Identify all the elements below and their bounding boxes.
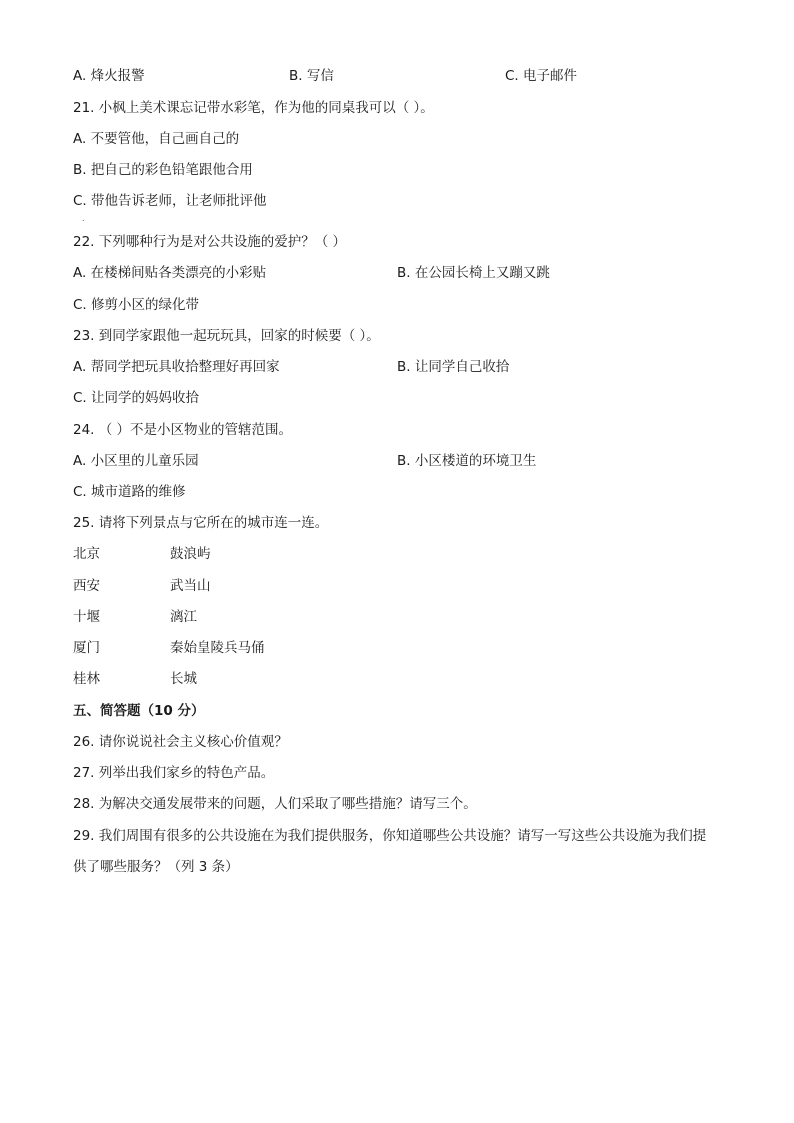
q20-option-a: A. 烽火报警	[73, 68, 145, 84]
q26-stem: 26. 请你说说社会主义核心价值观？	[73, 734, 288, 750]
q20-option-b: B. 写信	[289, 68, 334, 84]
q25-city: 厦门	[73, 640, 100, 656]
section-heading: 五、简答题（10 分）	[73, 703, 205, 719]
q24-stem: 24. （ ）不是小区物业的管辖范围。	[73, 422, 293, 438]
q21-option-c: C. 带他告诉老师，让老师批评他	[73, 193, 267, 209]
q25-stem: 25. 请将下列景点与它所在的城市连一连。	[73, 515, 329, 531]
q29-stem-line2: 供了哪些服务？（列 3 条）	[73, 859, 239, 875]
q25-city: 十堰	[73, 609, 100, 625]
q21-stem: 21. 小枫上美术课忘记带水彩笔，作为他的同桌我可以（ ）。	[73, 100, 434, 116]
q24-option-c: C. 城市道路的维修	[73, 484, 186, 500]
q25-sight: 长城	[170, 671, 197, 687]
q25-sight: 武当山	[170, 578, 211, 594]
q24-option-b: B. 小区楼道的环境卫生	[397, 453, 537, 469]
q20-option-c: C. 电子邮件	[505, 68, 578, 84]
q24-option-a: A. 小区里的儿童乐园	[73, 453, 199, 469]
q28-stem: 28. 为解决交通发展带来的问题，人们采取了哪些措施？请写三个。	[73, 796, 477, 812]
q25-city: 西安	[73, 578, 100, 594]
q22-stem: 22. 下列哪种行为是对公共设施的爱护？（ ）	[73, 234, 347, 250]
q25-city: 北京	[73, 546, 100, 562]
q27-stem: 27. 列举出我们家乡的特色产品。	[73, 765, 275, 781]
q29-stem-line1: 29. 我们周围有很多的公共设施在为我们提供服务，你知道哪些公共设施？请写一写这些公共设施为我们提	[73, 828, 707, 844]
q25-sight: 鼓浪屿	[170, 546, 211, 562]
q25-sight: 秦始皇陵兵马俑	[170, 640, 265, 656]
q23-option-b: B. 让同学自己收拾	[397, 359, 510, 375]
q21-option-a: A. 不要管他，自己画自己的	[73, 131, 240, 147]
q22-option-c: C. 修剪小区的绿化带	[73, 297, 200, 313]
q23-stem: 23. 到同学家跟他一起玩玩具，回家的时候要（ ）。	[73, 328, 380, 344]
q23-option-a: A. 帮同学把玩具收拾整理好再回家	[73, 359, 280, 375]
q22-option-b: B. 在公园长椅上又蹦又跳	[397, 265, 550, 281]
q22-option-a: A. 在楼梯间贴各类漂亮的小彩贴	[73, 265, 267, 281]
stray-mark: .	[82, 214, 85, 223]
q21-option-b: B. 把自己的彩色铅笔跟他合用	[73, 162, 253, 178]
q23-option-c: C. 让同学的妈妈收拾	[73, 390, 200, 406]
q25-city: 桂林	[73, 671, 100, 687]
q25-sight: 漓江	[170, 609, 197, 625]
